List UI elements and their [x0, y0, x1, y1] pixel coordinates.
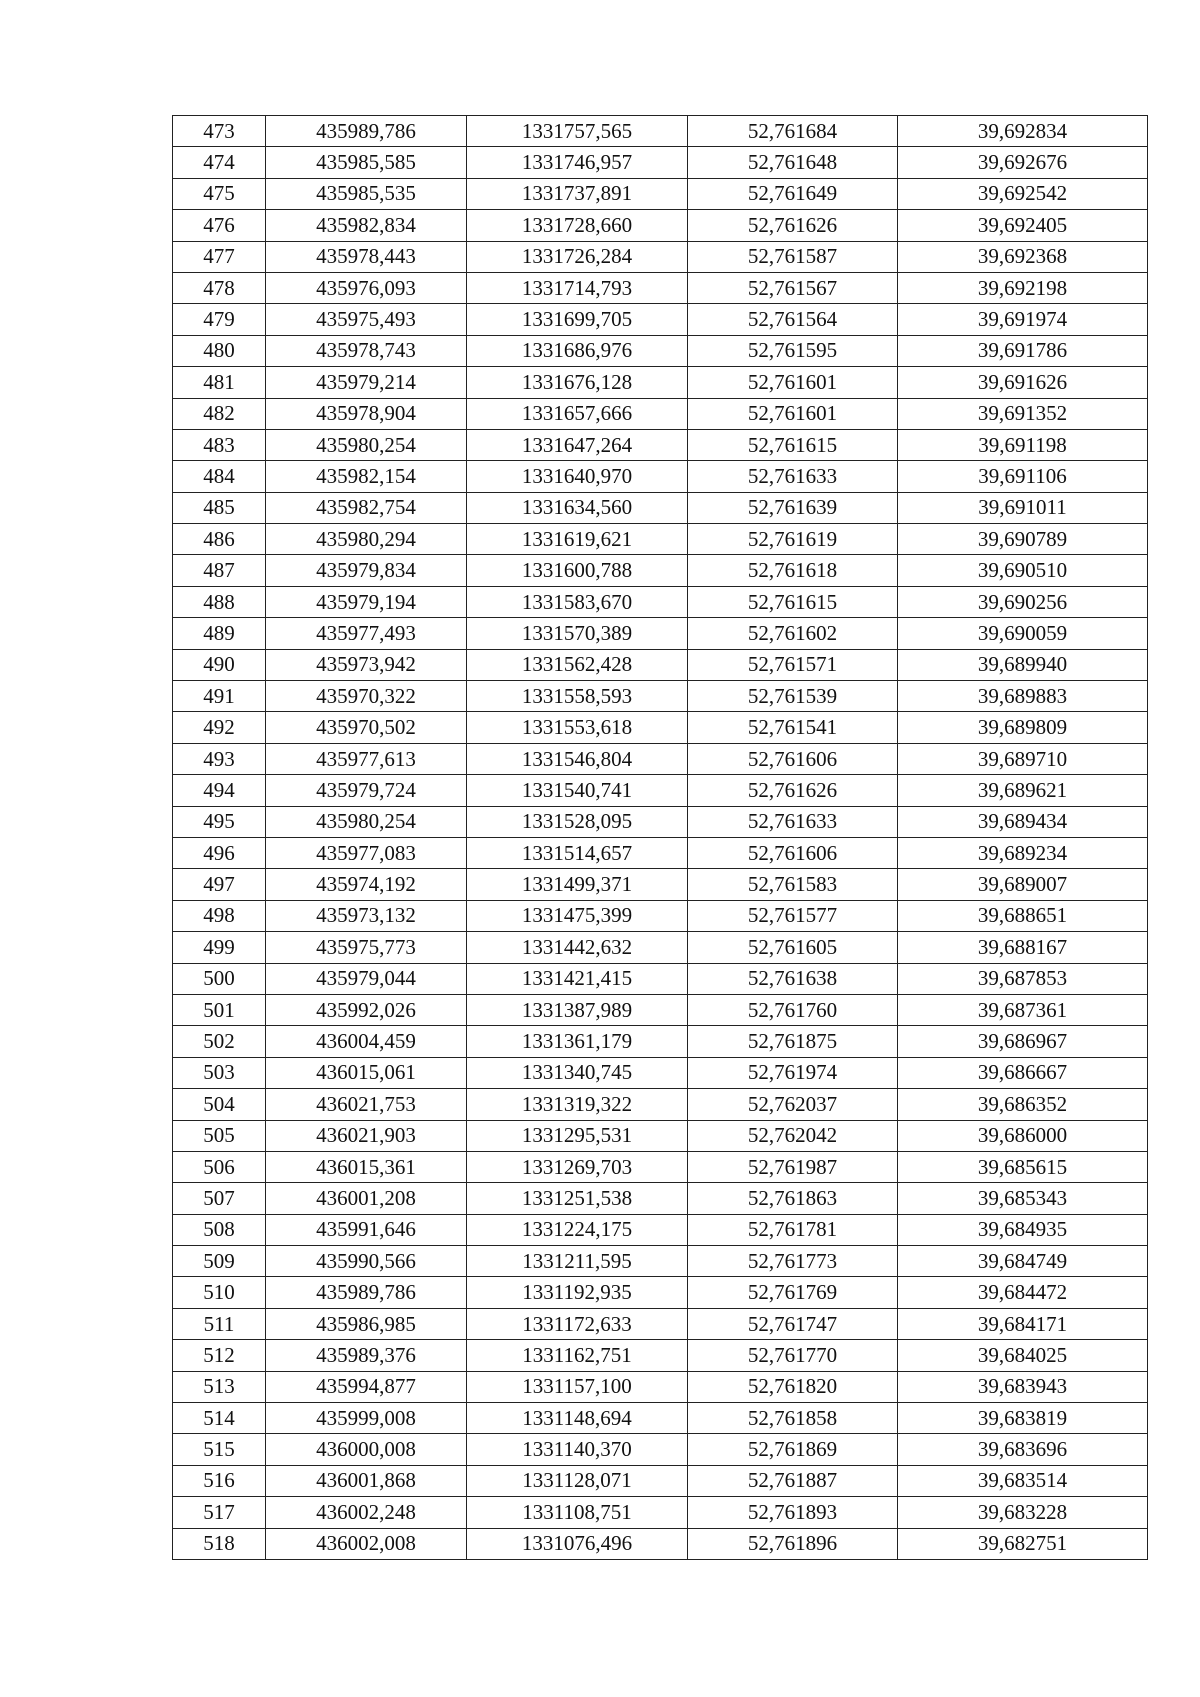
x-coordinate-cell: 435982,154	[266, 461, 467, 492]
point-number-cell: 516	[173, 1465, 266, 1496]
table-row	[173, 1214, 1148, 1245]
latitude-cell: 52,761987	[688, 1151, 898, 1182]
table-row	[173, 1120, 1148, 1151]
latitude-cell: 52,761649	[688, 178, 898, 209]
y-coordinate-cell: 1331076,496	[467, 1528, 688, 1559]
y-coordinate-cell: 1331192,935	[467, 1277, 688, 1308]
latitude-cell: 52,761769	[688, 1277, 898, 1308]
x-coordinate-cell: 435977,083	[266, 837, 467, 868]
x-coordinate-cell: 436021,753	[266, 1089, 467, 1120]
latitude-cell: 52,761820	[688, 1371, 898, 1402]
latitude-cell: 52,761896	[688, 1528, 898, 1559]
longitude-cell: 39,686000	[898, 1120, 1148, 1151]
x-coordinate-cell: 435994,877	[266, 1371, 467, 1402]
longitude-cell: 39,692676	[898, 147, 1148, 178]
table-row	[173, 429, 1148, 460]
longitude-cell: 39,684171	[898, 1308, 1148, 1339]
point-number-cell: 482	[173, 398, 266, 429]
x-coordinate-cell: 435989,786	[266, 116, 467, 147]
latitude-cell: 52,761601	[688, 398, 898, 429]
point-number-cell: 508	[173, 1214, 266, 1245]
table-row	[173, 492, 1148, 523]
x-coordinate-cell: 435980,254	[266, 806, 467, 837]
y-coordinate-cell: 1331714,793	[467, 272, 688, 303]
longitude-cell: 39,682751	[898, 1528, 1148, 1559]
coordinates-table	[172, 115, 1148, 1560]
latitude-cell: 52,761869	[688, 1434, 898, 1465]
table-row	[173, 932, 1148, 963]
x-coordinate-cell: 435982,754	[266, 492, 467, 523]
y-coordinate-cell: 1331553,618	[467, 712, 688, 743]
x-coordinate-cell: 436021,903	[266, 1120, 467, 1151]
point-number-cell: 477	[173, 241, 266, 272]
x-coordinate-cell: 435979,724	[266, 775, 467, 806]
y-coordinate-cell: 1331540,741	[467, 775, 688, 806]
x-coordinate-cell: 435982,834	[266, 210, 467, 241]
longitude-cell: 39,690059	[898, 618, 1148, 649]
x-coordinate-cell: 435979,044	[266, 963, 467, 994]
latitude-cell: 52,761606	[688, 743, 898, 774]
y-coordinate-cell: 1331140,370	[467, 1434, 688, 1465]
table-row	[173, 116, 1148, 147]
table-row	[173, 335, 1148, 366]
point-number-cell: 487	[173, 555, 266, 586]
longitude-cell: 39,687853	[898, 963, 1148, 994]
longitude-cell: 39,691011	[898, 492, 1148, 523]
longitude-cell: 39,684749	[898, 1246, 1148, 1277]
point-number-cell: 513	[173, 1371, 266, 1402]
x-coordinate-cell: 435980,294	[266, 524, 467, 555]
x-coordinate-cell: 435976,093	[266, 272, 467, 303]
latitude-cell: 52,761893	[688, 1497, 898, 1528]
table-row	[173, 649, 1148, 680]
y-coordinate-cell: 1331387,989	[467, 994, 688, 1025]
point-number-cell: 490	[173, 649, 266, 680]
table-row	[173, 963, 1148, 994]
x-coordinate-cell: 435975,493	[266, 304, 467, 335]
longitude-cell: 39,683819	[898, 1403, 1148, 1434]
point-number-cell: 500	[173, 963, 266, 994]
table-row	[173, 461, 1148, 492]
point-number-cell: 497	[173, 869, 266, 900]
point-number-cell: 489	[173, 618, 266, 649]
table-row	[173, 1434, 1148, 1465]
latitude-cell: 52,761648	[688, 147, 898, 178]
y-coordinate-cell: 1331157,100	[467, 1371, 688, 1402]
longitude-cell: 39,688651	[898, 900, 1148, 931]
longitude-cell: 39,686967	[898, 1026, 1148, 1057]
longitude-cell: 39,691974	[898, 304, 1148, 335]
longitude-cell: 39,683943	[898, 1371, 1148, 1402]
point-number-cell: 486	[173, 524, 266, 555]
longitude-cell: 39,686352	[898, 1089, 1148, 1120]
y-coordinate-cell: 1331251,538	[467, 1183, 688, 1214]
x-coordinate-cell: 436002,008	[266, 1528, 467, 1559]
y-coordinate-cell: 1331442,632	[467, 932, 688, 963]
x-coordinate-cell: 435974,192	[266, 869, 467, 900]
point-number-cell: 484	[173, 461, 266, 492]
latitude-cell: 52,761863	[688, 1183, 898, 1214]
y-coordinate-cell: 1331746,957	[467, 147, 688, 178]
point-number-cell: 499	[173, 932, 266, 963]
longitude-cell: 39,690789	[898, 524, 1148, 555]
y-coordinate-cell: 1331475,399	[467, 900, 688, 931]
y-coordinate-cell: 1331172,633	[467, 1308, 688, 1339]
x-coordinate-cell: 435980,254	[266, 429, 467, 460]
longitude-cell: 39,689710	[898, 743, 1148, 774]
x-coordinate-cell: 435973,942	[266, 649, 467, 680]
point-number-cell: 481	[173, 367, 266, 398]
x-coordinate-cell: 435989,376	[266, 1340, 467, 1371]
point-number-cell: 506	[173, 1151, 266, 1182]
point-number-cell: 507	[173, 1183, 266, 1214]
point-number-cell: 510	[173, 1277, 266, 1308]
table-row	[173, 1497, 1148, 1528]
table-row	[173, 618, 1148, 649]
point-number-cell: 512	[173, 1340, 266, 1371]
table-row	[173, 1183, 1148, 1214]
x-coordinate-cell: 435989,786	[266, 1277, 467, 1308]
y-coordinate-cell: 1331558,593	[467, 681, 688, 712]
point-number-cell: 517	[173, 1497, 266, 1528]
y-coordinate-cell: 1331647,264	[467, 429, 688, 460]
latitude-cell: 52,761541	[688, 712, 898, 743]
table-row	[173, 1340, 1148, 1371]
longitude-cell: 39,684025	[898, 1340, 1148, 1371]
longitude-cell: 39,690256	[898, 586, 1148, 617]
latitude-cell: 52,761601	[688, 367, 898, 398]
table-row	[173, 304, 1148, 335]
longitude-cell: 39,692368	[898, 241, 1148, 272]
y-coordinate-cell: 1331570,389	[467, 618, 688, 649]
table-row	[173, 1403, 1148, 1434]
y-coordinate-cell: 1331128,071	[467, 1465, 688, 1496]
longitude-cell: 39,683514	[898, 1465, 1148, 1496]
x-coordinate-cell: 435970,502	[266, 712, 467, 743]
y-coordinate-cell: 1331640,970	[467, 461, 688, 492]
y-coordinate-cell: 1331514,657	[467, 837, 688, 868]
latitude-cell: 52,761619	[688, 524, 898, 555]
table-row	[173, 900, 1148, 931]
x-coordinate-cell: 436000,008	[266, 1434, 467, 1465]
longitude-cell: 39,692198	[898, 272, 1148, 303]
latitude-cell: 52,761615	[688, 586, 898, 617]
latitude-cell: 52,761567	[688, 272, 898, 303]
point-number-cell: 504	[173, 1089, 266, 1120]
point-number-cell: 496	[173, 837, 266, 868]
y-coordinate-cell: 1331295,531	[467, 1120, 688, 1151]
table-row	[173, 272, 1148, 303]
point-number-cell: 494	[173, 775, 266, 806]
x-coordinate-cell: 435979,834	[266, 555, 467, 586]
y-coordinate-cell: 1331657,666	[467, 398, 688, 429]
point-number-cell: 476	[173, 210, 266, 241]
table-row	[173, 147, 1148, 178]
table-row	[173, 210, 1148, 241]
table-row	[173, 586, 1148, 617]
coordinates-table-body	[173, 116, 1148, 1560]
table-row	[173, 398, 1148, 429]
table-row	[173, 1308, 1148, 1339]
x-coordinate-cell: 436004,459	[266, 1026, 467, 1057]
point-number-cell: 514	[173, 1403, 266, 1434]
longitude-cell: 39,686667	[898, 1057, 1148, 1088]
longitude-cell: 39,689434	[898, 806, 1148, 837]
x-coordinate-cell: 435992,026	[266, 994, 467, 1025]
x-coordinate-cell: 436001,208	[266, 1183, 467, 1214]
y-coordinate-cell: 1331583,670	[467, 586, 688, 617]
x-coordinate-cell: 435978,443	[266, 241, 467, 272]
latitude-cell: 52,761858	[688, 1403, 898, 1434]
table-row	[173, 994, 1148, 1025]
x-coordinate-cell: 435985,585	[266, 147, 467, 178]
latitude-cell: 52,761684	[688, 116, 898, 147]
y-coordinate-cell: 1331108,751	[467, 1497, 688, 1528]
point-number-cell: 475	[173, 178, 266, 209]
latitude-cell: 52,761539	[688, 681, 898, 712]
longitude-cell: 39,691106	[898, 461, 1148, 492]
latitude-cell: 52,761773	[688, 1246, 898, 1277]
y-coordinate-cell: 1331757,565	[467, 116, 688, 147]
point-number-cell: 511	[173, 1308, 266, 1339]
latitude-cell: 52,761887	[688, 1465, 898, 1496]
latitude-cell: 52,761770	[688, 1340, 898, 1371]
table-row	[173, 1151, 1148, 1182]
x-coordinate-cell: 435977,493	[266, 618, 467, 649]
table-row	[173, 1057, 1148, 1088]
y-coordinate-cell: 1331361,179	[467, 1026, 688, 1057]
x-coordinate-cell: 435977,613	[266, 743, 467, 774]
longitude-cell: 39,689621	[898, 775, 1148, 806]
table-row	[173, 1465, 1148, 1496]
point-number-cell: 503	[173, 1057, 266, 1088]
x-coordinate-cell: 435979,214	[266, 367, 467, 398]
x-coordinate-cell: 435986,985	[266, 1308, 467, 1339]
latitude-cell: 52,761974	[688, 1057, 898, 1088]
x-coordinate-cell: 435991,646	[266, 1214, 467, 1245]
point-number-cell: 474	[173, 147, 266, 178]
point-number-cell: 502	[173, 1026, 266, 1057]
longitude-cell: 39,689809	[898, 712, 1148, 743]
y-coordinate-cell: 1331546,804	[467, 743, 688, 774]
longitude-cell: 39,683696	[898, 1434, 1148, 1465]
table-row	[173, 806, 1148, 837]
table-row	[173, 1089, 1148, 1120]
longitude-cell: 39,691626	[898, 367, 1148, 398]
latitude-cell: 52,761626	[688, 210, 898, 241]
point-number-cell: 493	[173, 743, 266, 774]
latitude-cell: 52,761605	[688, 932, 898, 963]
y-coordinate-cell: 1331224,175	[467, 1214, 688, 1245]
table-row	[173, 241, 1148, 272]
table-row	[173, 367, 1148, 398]
x-coordinate-cell: 435975,773	[266, 932, 467, 963]
latitude-cell: 52,761615	[688, 429, 898, 460]
y-coordinate-cell: 1331726,284	[467, 241, 688, 272]
y-coordinate-cell: 1331634,560	[467, 492, 688, 523]
latitude-cell: 52,761760	[688, 994, 898, 1025]
x-coordinate-cell: 435999,008	[266, 1403, 467, 1434]
longitude-cell: 39,688167	[898, 932, 1148, 963]
x-coordinate-cell: 436015,061	[266, 1057, 467, 1088]
y-coordinate-cell: 1331699,705	[467, 304, 688, 335]
point-number-cell: 492	[173, 712, 266, 743]
y-coordinate-cell: 1331619,621	[467, 524, 688, 555]
table-row	[173, 555, 1148, 586]
table-row	[173, 178, 1148, 209]
table-row	[173, 775, 1148, 806]
longitude-cell: 39,690510	[898, 555, 1148, 586]
y-coordinate-cell: 1331211,595	[467, 1246, 688, 1277]
y-coordinate-cell: 1331269,703	[467, 1151, 688, 1182]
longitude-cell: 39,689883	[898, 681, 1148, 712]
latitude-cell: 52,761587	[688, 241, 898, 272]
latitude-cell: 52,761875	[688, 1026, 898, 1057]
y-coordinate-cell: 1331562,428	[467, 649, 688, 680]
longitude-cell: 39,692834	[898, 116, 1148, 147]
point-number-cell: 483	[173, 429, 266, 460]
table-row	[173, 1026, 1148, 1057]
y-coordinate-cell: 1331737,891	[467, 178, 688, 209]
longitude-cell: 39,685343	[898, 1183, 1148, 1214]
latitude-cell: 52,761577	[688, 900, 898, 931]
longitude-cell: 39,689234	[898, 837, 1148, 868]
point-number-cell: 498	[173, 900, 266, 931]
longitude-cell: 39,689007	[898, 869, 1148, 900]
y-coordinate-cell: 1331676,128	[467, 367, 688, 398]
point-number-cell: 518	[173, 1528, 266, 1559]
table-row	[173, 681, 1148, 712]
table-row	[173, 524, 1148, 555]
longitude-cell: 39,685615	[898, 1151, 1148, 1182]
point-number-cell: 501	[173, 994, 266, 1025]
y-coordinate-cell: 1331148,694	[467, 1403, 688, 1434]
table-row	[173, 1371, 1148, 1402]
latitude-cell: 52,761571	[688, 649, 898, 680]
point-number-cell: 515	[173, 1434, 266, 1465]
y-coordinate-cell: 1331528,095	[467, 806, 688, 837]
latitude-cell: 52,761583	[688, 869, 898, 900]
latitude-cell: 52,761639	[688, 492, 898, 523]
point-number-cell: 480	[173, 335, 266, 366]
y-coordinate-cell: 1331600,788	[467, 555, 688, 586]
latitude-cell: 52,761595	[688, 335, 898, 366]
y-coordinate-cell: 1331162,751	[467, 1340, 688, 1371]
x-coordinate-cell: 436002,248	[266, 1497, 467, 1528]
table-row	[173, 869, 1148, 900]
y-coordinate-cell: 1331499,371	[467, 869, 688, 900]
longitude-cell: 39,689940	[898, 649, 1148, 680]
latitude-cell: 52,761747	[688, 1308, 898, 1339]
x-coordinate-cell: 435973,132	[266, 900, 467, 931]
point-number-cell: 478	[173, 272, 266, 303]
y-coordinate-cell: 1331686,976	[467, 335, 688, 366]
table-row	[173, 837, 1148, 868]
latitude-cell: 52,762042	[688, 1120, 898, 1151]
table-row	[173, 1277, 1148, 1308]
point-number-cell: 485	[173, 492, 266, 523]
x-coordinate-cell: 435978,743	[266, 335, 467, 366]
table-row	[173, 743, 1148, 774]
point-number-cell: 491	[173, 681, 266, 712]
point-number-cell: 505	[173, 1120, 266, 1151]
latitude-cell: 52,761564	[688, 304, 898, 335]
x-coordinate-cell: 435990,566	[266, 1246, 467, 1277]
latitude-cell: 52,761606	[688, 837, 898, 868]
table-row	[173, 712, 1148, 743]
x-coordinate-cell: 435979,194	[266, 586, 467, 617]
y-coordinate-cell: 1331319,322	[467, 1089, 688, 1120]
longitude-cell: 39,687361	[898, 994, 1148, 1025]
longitude-cell: 39,684935	[898, 1214, 1148, 1245]
x-coordinate-cell: 436015,361	[266, 1151, 467, 1182]
point-number-cell: 495	[173, 806, 266, 837]
x-coordinate-cell: 435978,904	[266, 398, 467, 429]
longitude-cell: 39,691198	[898, 429, 1148, 460]
y-coordinate-cell: 1331421,415	[467, 963, 688, 994]
x-coordinate-cell: 435970,322	[266, 681, 467, 712]
point-number-cell: 479	[173, 304, 266, 335]
point-number-cell: 473	[173, 116, 266, 147]
longitude-cell: 39,683228	[898, 1497, 1148, 1528]
point-number-cell: 488	[173, 586, 266, 617]
longitude-cell: 39,691786	[898, 335, 1148, 366]
table-row	[173, 1528, 1148, 1559]
longitude-cell: 39,692542	[898, 178, 1148, 209]
x-coordinate-cell: 435985,535	[266, 178, 467, 209]
latitude-cell: 52,762037	[688, 1089, 898, 1120]
longitude-cell: 39,692405	[898, 210, 1148, 241]
latitude-cell: 52,761781	[688, 1214, 898, 1245]
latitude-cell: 52,761618	[688, 555, 898, 586]
latitude-cell: 52,761633	[688, 806, 898, 837]
point-number-cell: 509	[173, 1246, 266, 1277]
longitude-cell: 39,691352	[898, 398, 1148, 429]
latitude-cell: 52,761638	[688, 963, 898, 994]
latitude-cell: 52,761633	[688, 461, 898, 492]
y-coordinate-cell: 1331340,745	[467, 1057, 688, 1088]
longitude-cell: 39,684472	[898, 1277, 1148, 1308]
latitude-cell: 52,761626	[688, 775, 898, 806]
x-coordinate-cell: 436001,868	[266, 1465, 467, 1496]
latitude-cell: 52,761602	[688, 618, 898, 649]
table-row	[173, 1246, 1148, 1277]
y-coordinate-cell: 1331728,660	[467, 210, 688, 241]
